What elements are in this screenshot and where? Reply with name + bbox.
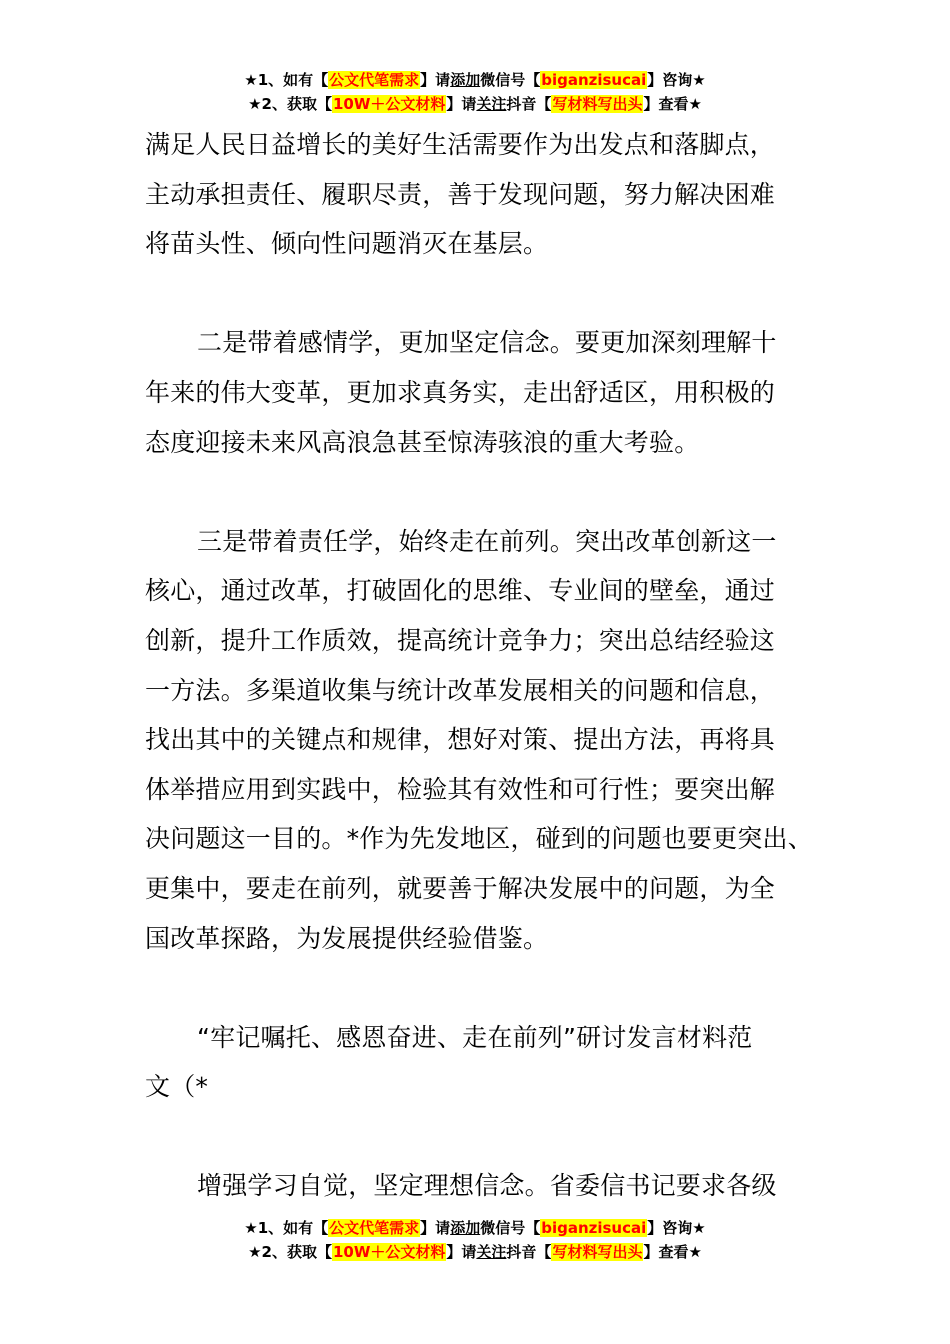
promo-underlined: 添加 <box>450 71 481 89</box>
promo-wechat-id: biganzisucai <box>541 71 647 89</box>
promo-text: 】咨询★ <box>647 71 706 89</box>
text-line: 满足人民日益增长的美好生活需要作为出发点和落脚点， <box>145 130 776 159</box>
promo-underlined: 关注 <box>476 95 507 113</box>
promo-douyin-id: 写材料写出头 <box>552 1243 643 1261</box>
promo-text: 抖音【 <box>506 95 552 113</box>
text-line: 一方法。多渠道收集与统计改革发展相关的问题和信息， <box>145 675 776 705</box>
text-line: 三是带着责任学，始终走在前列。突出改革创新这一 <box>197 526 777 556</box>
document-body <box>145 120 813 1211</box>
section-title-line: “牢记嘱托、感恩奋进、走在前列”研讨发言材料范 <box>197 1022 753 1052</box>
promo-text: 】请 <box>420 71 451 89</box>
promo-text: 】请 <box>446 1243 477 1261</box>
promo-line-2 <box>0 92 950 116</box>
text-line: 年来的伟大变革，更加求真务实，走出舒适区，用积极的 <box>145 377 776 407</box>
text-line: 创新，提升工作质效，提高统计竞争力；突出总结经验这 <box>145 625 776 655</box>
top-promo-banner <box>0 68 950 116</box>
promo-text: ★2、获取【 <box>248 1243 332 1261</box>
text-line: 核心，通过改革，打破固化的思维、专业间的壁垒，通过 <box>145 576 776 606</box>
text-line: 增强学习自觉，坚定理想信念。省委信书记要求各级 <box>197 1171 777 1201</box>
paragraph-gap <box>145 467 810 517</box>
promo-highlight: 10W＋公文材料 <box>332 1243 446 1261</box>
text-line: 决问题这一目的。*作为先发地区，碰到的问题也要更突出、 <box>145 824 813 854</box>
promo-text: ★1、如有【 <box>244 71 329 89</box>
paragraph-gap <box>145 269 810 319</box>
section-title-line: 文（* <box>145 1072 209 1102</box>
text-line: 态度迎接未来风高浪急甚至惊涛骇浪的重大考验。 <box>145 427 700 457</box>
paragraph-gap <box>145 963 810 1013</box>
promo-line-2 <box>0 1240 950 1264</box>
text-line: 国改革探路，为发展提供经验借鉴。 <box>145 923 549 953</box>
promo-highlight: 公文代笔需求 <box>329 1219 420 1237</box>
promo-text: ★1、如有【 <box>244 1219 329 1237</box>
bottom-promo-banner <box>0 1216 950 1264</box>
promo-text: 】查看★ <box>643 1243 702 1261</box>
promo-text: 】请 <box>446 95 477 113</box>
promo-text: 微信号【 <box>480 1219 541 1237</box>
text-line: 体举措应用到实践中，检验其有效性和可行性；要突出解 <box>145 774 776 804</box>
text-line: 二是带着感情学，更加坚定信念。要更加深刻理解十 <box>197 328 777 358</box>
promo-text: 微信号【 <box>480 71 541 89</box>
promo-text: ★2、获取【 <box>248 95 332 113</box>
text-line: 主动承担责任、履职尽责，善于发现问题，努力解决困难 <box>145 179 776 209</box>
paragraph-gap <box>145 1112 810 1162</box>
promo-underlined: 关注 <box>476 1243 507 1261</box>
promo-text: 】咨询★ <box>647 1219 706 1237</box>
text-line: 将苗头性、倾向性问题消灭在基层。 <box>145 229 549 259</box>
text-line: 更集中，要走在前列，就要善于解决发展中的问题，为全 <box>145 873 776 903</box>
promo-text: 】请 <box>420 1219 451 1237</box>
promo-text: 】查看★ <box>643 95 702 113</box>
text-line: 找出其中的关键点和规律，想好对策、提出方法，再将具 <box>145 725 776 755</box>
promo-highlight: 10W＋公文材料 <box>332 95 446 113</box>
promo-line-1 <box>0 68 950 92</box>
promo-douyin-id: 写材料写出头 <box>552 95 643 113</box>
promo-text: 抖音【 <box>506 1243 552 1261</box>
promo-highlight: 公文代笔需求 <box>329 71 420 89</box>
promo-line-1 <box>0 1216 950 1240</box>
promo-underlined: 添加 <box>450 1219 481 1237</box>
promo-wechat-id: biganzisucai <box>541 1219 647 1237</box>
